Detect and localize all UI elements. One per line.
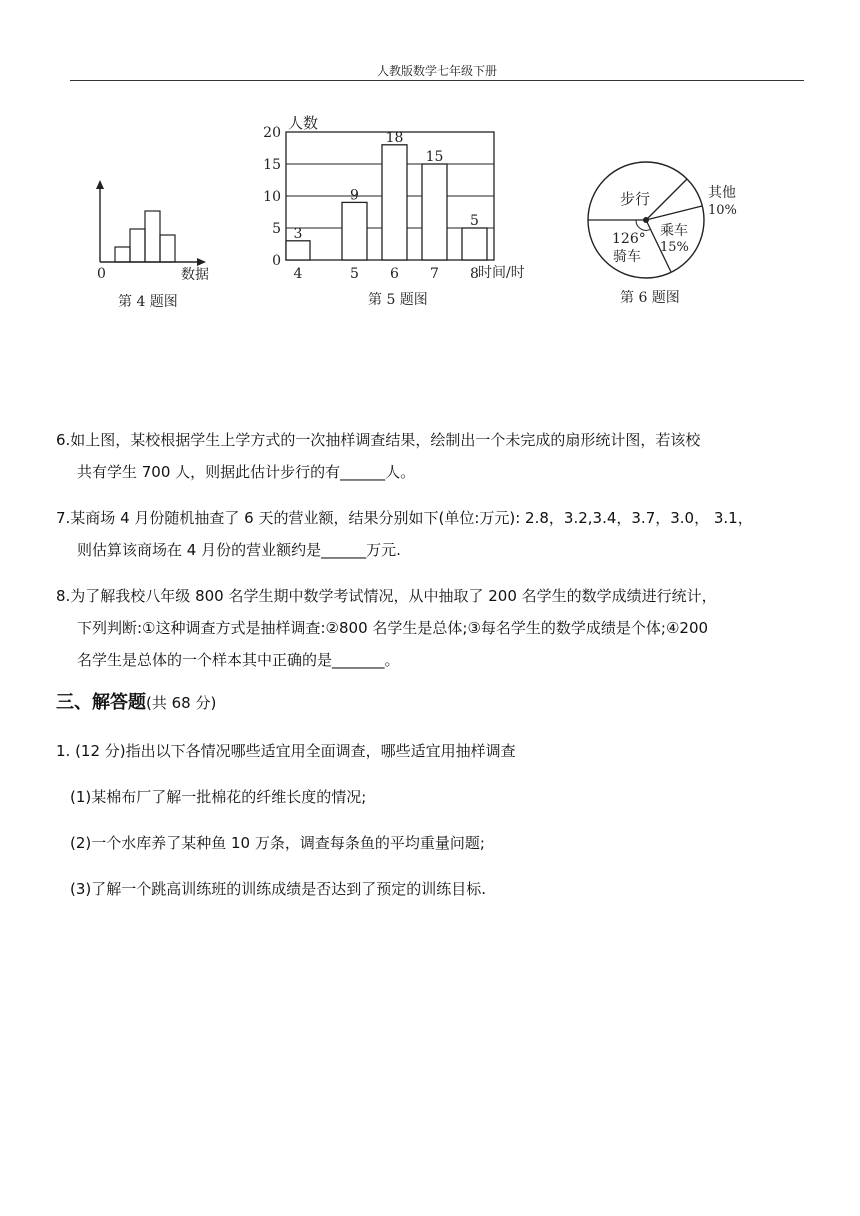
s3-q1-item-3: (3)了解一个跳高训练班的训练成绩是否达到了预定的训练目标. <box>70 880 487 898</box>
fig5-data-label: 5 <box>470 213 479 229</box>
q8-line3: 名学生是总体的一个样本其中正确的是_______。 <box>77 651 400 669</box>
figure-6 <box>580 150 737 315</box>
s3-q1-item-2: (2)一个水库养了某种鱼 10 万条，调查每条鱼的平均重量问题; <box>70 834 485 852</box>
fig5-xtick-label: 8 <box>470 266 479 282</box>
q6-line1: 6.如上图，某校根据学生上学方式的一次抽样调查结果，绘制出一个未完成的扇形统计图，若该校 <box>56 431 701 449</box>
fig6-walk-label: 步行 <box>620 190 651 208</box>
fig6-bike-angle: 126° <box>612 231 646 247</box>
fig6-bike-label: 骑车 <box>613 249 641 265</box>
fig5-xtick-label: 5 <box>350 266 359 282</box>
figure-5 <box>262 112 552 317</box>
fig5-ytick-label: 15 <box>263 157 281 173</box>
fig5-bars <box>286 145 487 260</box>
fig5-xtick-label: 6 <box>390 266 399 282</box>
fig5-data-label: 18 <box>385 129 404 146</box>
fig6-other-pct: 10% <box>708 203 737 218</box>
fig5-data-label: 9 <box>350 187 359 204</box>
s3-q1-stem: 1. (12 分)指出以下各情况哪些适宜用全面调查，哪些适宜用抽样调查 <box>56 742 516 760</box>
fig5-bar <box>342 202 367 260</box>
fig6-divider-other-bottom <box>646 206 702 220</box>
figure-4 <box>88 178 228 313</box>
fig4-bar <box>145 211 160 262</box>
fig6-bus-label: 乘车 <box>660 223 688 239</box>
question-7 <box>56 502 816 566</box>
section-3-heading <box>56 688 216 714</box>
fig5-xtick-label: 4 <box>293 266 303 282</box>
q7-line1: 7.某商场 4 月份随机抽查了 6 天的营业额，结果分别如下(单位:万元): 2.8，3.2,3.4，3.7，3.0， 3.1， <box>56 509 753 527</box>
q8-line1: 8.为了解我校八年级 800 名学生期中数学考试情况，从中抽取了 200 名学生的数学成绩进行统计， <box>56 587 717 605</box>
question-8 <box>56 580 816 676</box>
fig4-bar <box>160 235 175 262</box>
fig5-caption: 第 5 题图 <box>368 292 428 308</box>
fig6-caption: 第 6 题图 <box>620 290 680 306</box>
fig4-bar <box>115 247 130 262</box>
fig5-ytick-label: 10 <box>263 189 281 205</box>
fig5-ytick-label: 0 <box>272 253 281 269</box>
header-rule <box>70 80 804 81</box>
q7-line2: 则估算该商场在 4 月份的营业额约是______万元. <box>77 541 401 559</box>
fig4-x-label: 数据 <box>181 267 209 283</box>
fig5-ytick-label: 5 <box>272 221 281 237</box>
fig5-bar <box>382 145 407 260</box>
fig6-divider-other-top <box>646 179 687 220</box>
fig5-data-label: 15 <box>425 149 444 165</box>
fig4-caption: 第 4 题图 <box>118 294 178 310</box>
fig5-data-label: 3 <box>293 225 303 242</box>
fig5-xlabel: 时间/时 <box>478 265 525 281</box>
fig5-xtick-label: 7 <box>430 266 439 282</box>
fig5-ylabel: 人数 <box>288 114 319 132</box>
fig5-bar <box>462 228 487 260</box>
fig4-origin-label: 0 <box>97 266 106 282</box>
fig5-bar <box>286 241 310 260</box>
fig4-bars <box>115 211 175 262</box>
fig6-center-dot <box>643 217 649 223</box>
section-3-title: 三、解答题 <box>56 692 146 713</box>
fig4-bar <box>130 229 145 262</box>
question-6 <box>56 424 816 488</box>
q8-line2: 下列判断:①这种调查方式是抽样调查:②800 名学生是总体;③每名学生的数学成绩是个体;④200 <box>77 619 709 637</box>
fig4-x-arrow <box>197 258 206 266</box>
fig5-ytick-label: 20 <box>263 125 281 141</box>
fig6-bus-pct: 15% <box>660 240 689 255</box>
fig5-bar <box>422 164 447 260</box>
section-3-score: (共 68 分) <box>146 694 217 712</box>
q6-line2: 共有学生 700 人，则据此估计步行的有______人。 <box>77 463 416 481</box>
fig4-y-arrow <box>96 180 104 189</box>
page-header: 人教版数学七年级下册 <box>376 64 497 78</box>
fig6-other-label: 其他 <box>708 185 736 201</box>
s3-q1-item-1: (1)某棉布厂了解一批棉花的纤维长度的情况; <box>70 788 367 806</box>
